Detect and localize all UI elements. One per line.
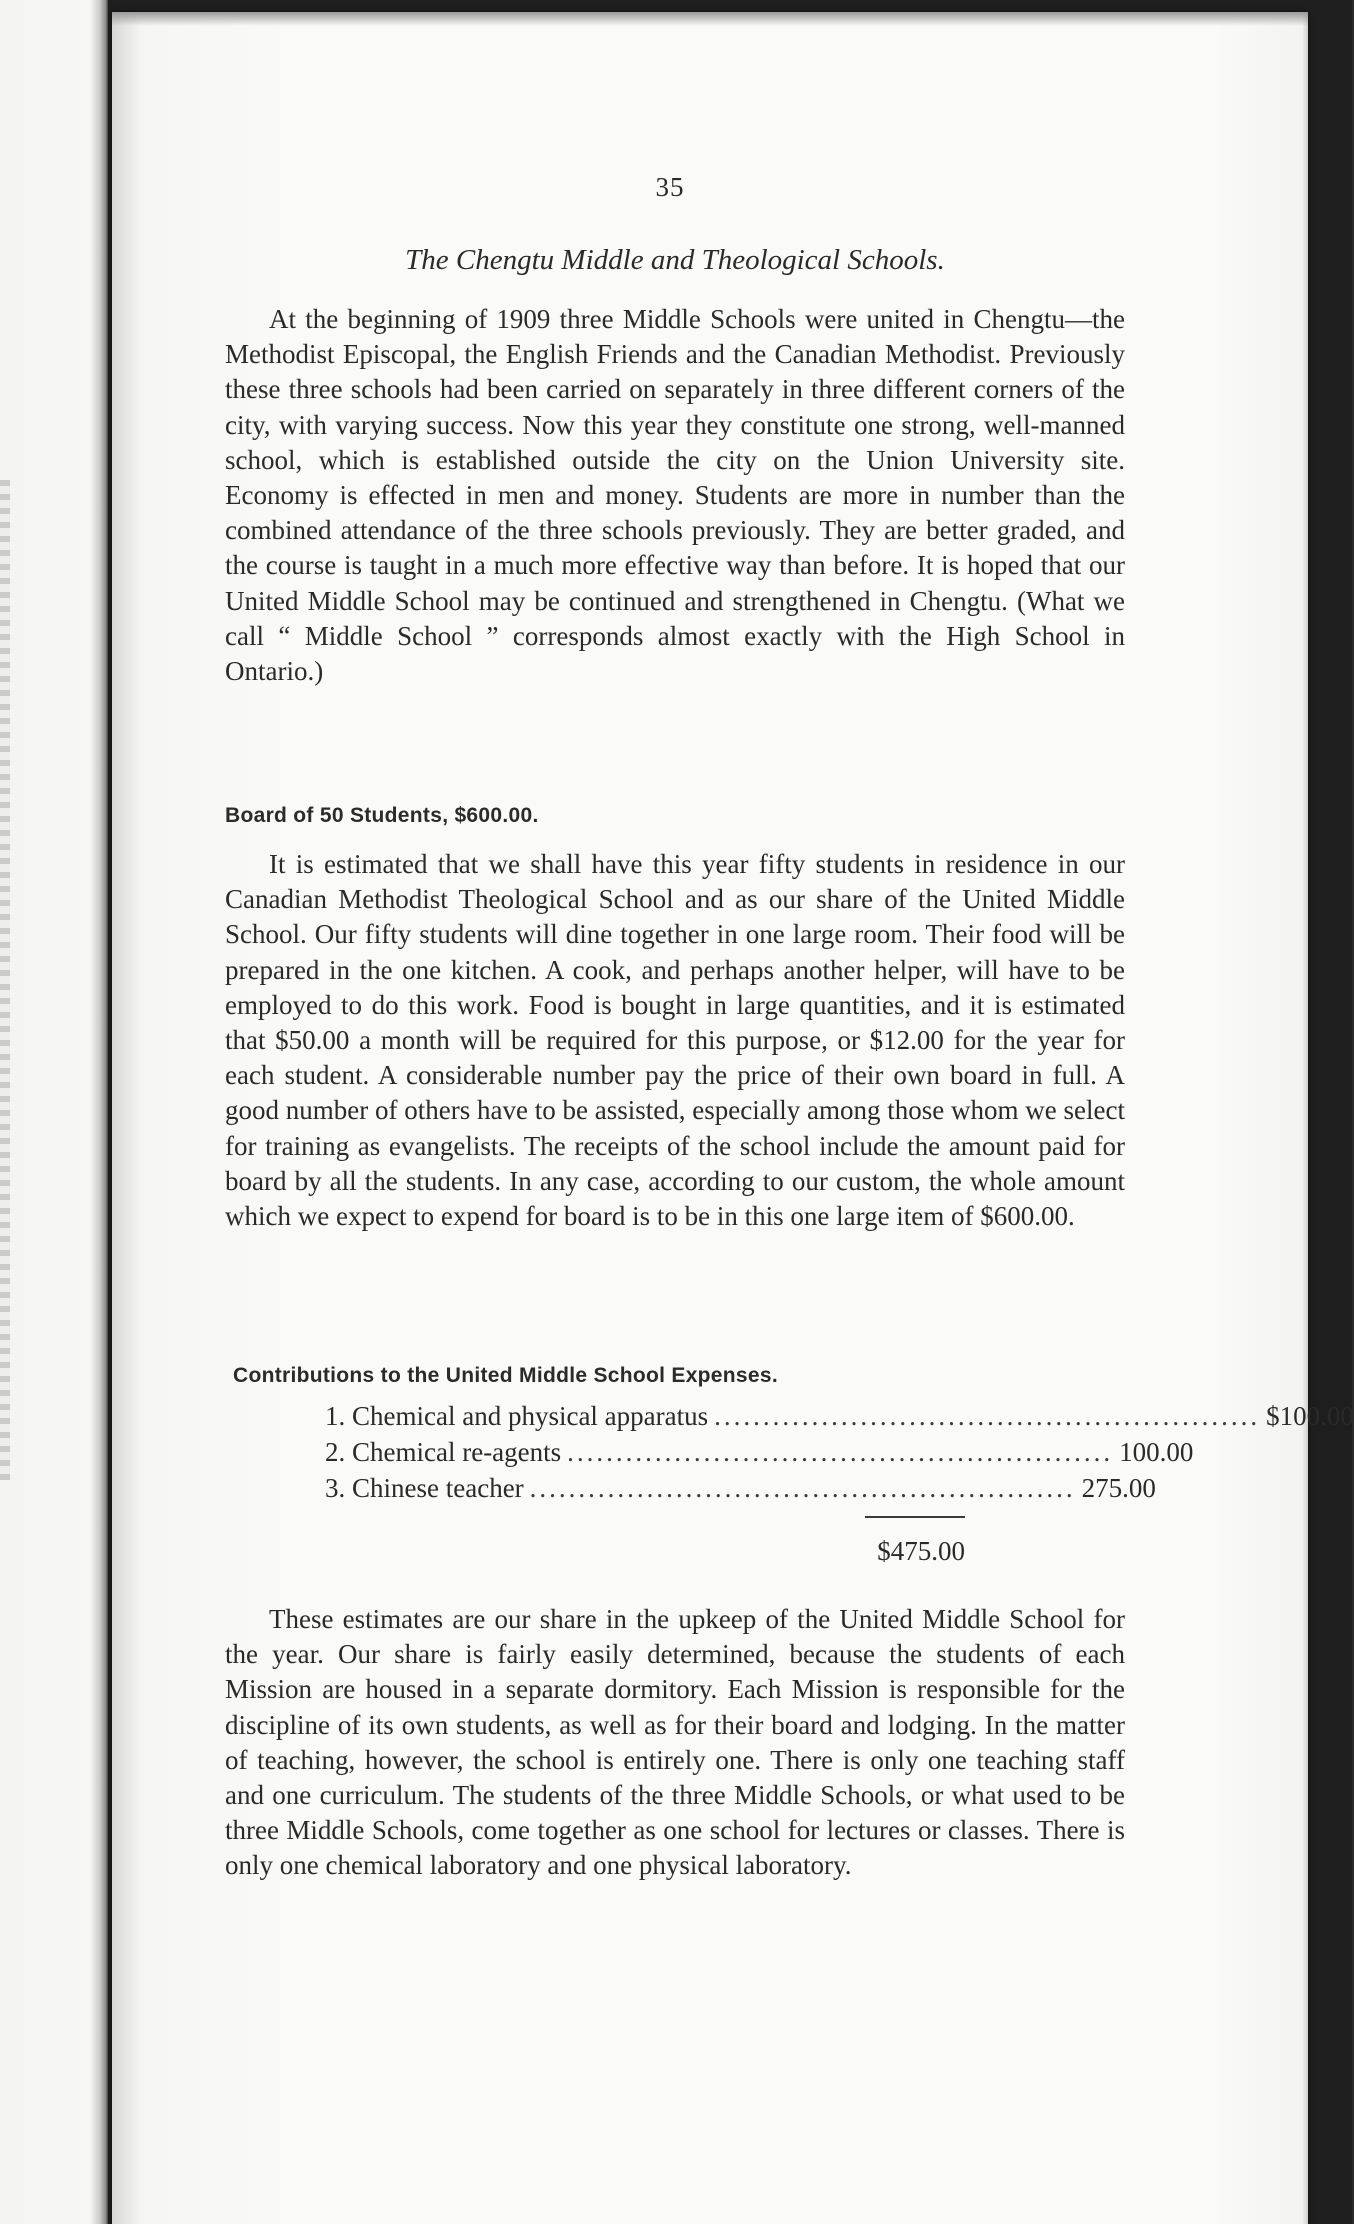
contribution-row <box>325 1398 1354 1434</box>
total-rule <box>865 1516 965 1518</box>
contribution-row <box>325 1434 1194 1470</box>
contribution-label: 1. Chemical and physical apparatus <box>325 1401 709 1431</box>
heading-board-of-students: Board of 50 Students, $600.00. <box>225 804 539 827</box>
contributions-list <box>325 1398 1354 1567</box>
heading-contributions: Contributions to the United Middle School Expenses. <box>233 1364 778 1387</box>
contribution-row <box>325 1470 1156 1506</box>
contribution-label: 2. Chemical re-agents <box>325 1437 562 1467</box>
contribution-amount: 275.00 <box>1081 1473 1156 1503</box>
paragraph-board-estimate: It is estimated that we shall have this year fifty students in residence in our Canadian Methodist Theological School and as our share of the United Middle School. Our fifty students will dine together in one large room. Their food will be prepared in the one kitchen. A cook, and perhaps another helper, will have to be employed to do this work. Food is bought in large quantities, and it is estimated that $50.00 a month will be required for this purpose, or $12.00 for the year for each student. A considerable number pay the price of their own board in full. A good number of others have to be assisted, especially among those whom we select for training as evangelists. The receipts of the school include the amount paid for board by all the students. In any case, according to our custom, the whole amount which we expect to expend for board is to be in this one large item of $600.00. <box>225 849 1125 1232</box>
section-title: The Chengtu Middle and Theological Schools. <box>405 244 945 276</box>
contribution-amount: 100.00 <box>1119 1437 1194 1467</box>
dot-leader: ........................................................ <box>714 1401 1261 1431</box>
contribution-amount: $100.00 <box>1266 1401 1354 1431</box>
dot-leader: ........................................................ <box>567 1437 1114 1467</box>
paragraph-union-of-schools: At the beginning of 1909 three Middle Schools were united in Chengtu—the Methodist Episcopal, the English Friends and the Canadian Methodist. Previously these three schools had been carried on separately in three different corners of the city, with varying success. Now this year they constitute one strong, well-manned school, which is established outside the city on the Union University site. Economy is effected in men and money. Students are more in number than the combined attendance of the three schools previously. They are better graded, and the course is taught in a much more effective way than before. It is hoped that our United Middle School may be continued and strengthened in Chengtu. (What we call “ Middle School ” corresponds almost exactly with the High School in Ontario.) <box>225 304 1125 687</box>
dot-leader: ........................................................ <box>529 1473 1076 1503</box>
paragraph-estimates-share: These estimates are our share in the upkeep of the United Middle School for the year. Our share is fairly easily determined, because the students of each Mission are housed in a separate dormitory. Each Mission is responsible for the discipline of its own students, as well as for their board and lodging. In the matter of teaching, however, the school is entirely one. There is only one teaching staff and one curriculum. The students of the three Middle Schools, or what used to be three Middle Schools, come together as one school for lectures or classes. There is only one chemical laboratory and one physical laboratory. <box>225 1604 1125 1881</box>
contribution-label: 3. Chinese teacher <box>325 1473 524 1503</box>
page-number: 35 <box>655 172 685 202</box>
bleed-through-marks <box>0 480 10 1480</box>
contributions-total: $475.00 <box>877 1536 965 1566</box>
page-top-shadow <box>112 12 1308 26</box>
document-page <box>112 12 1354 2224</box>
facing-page-edge <box>0 0 108 2224</box>
